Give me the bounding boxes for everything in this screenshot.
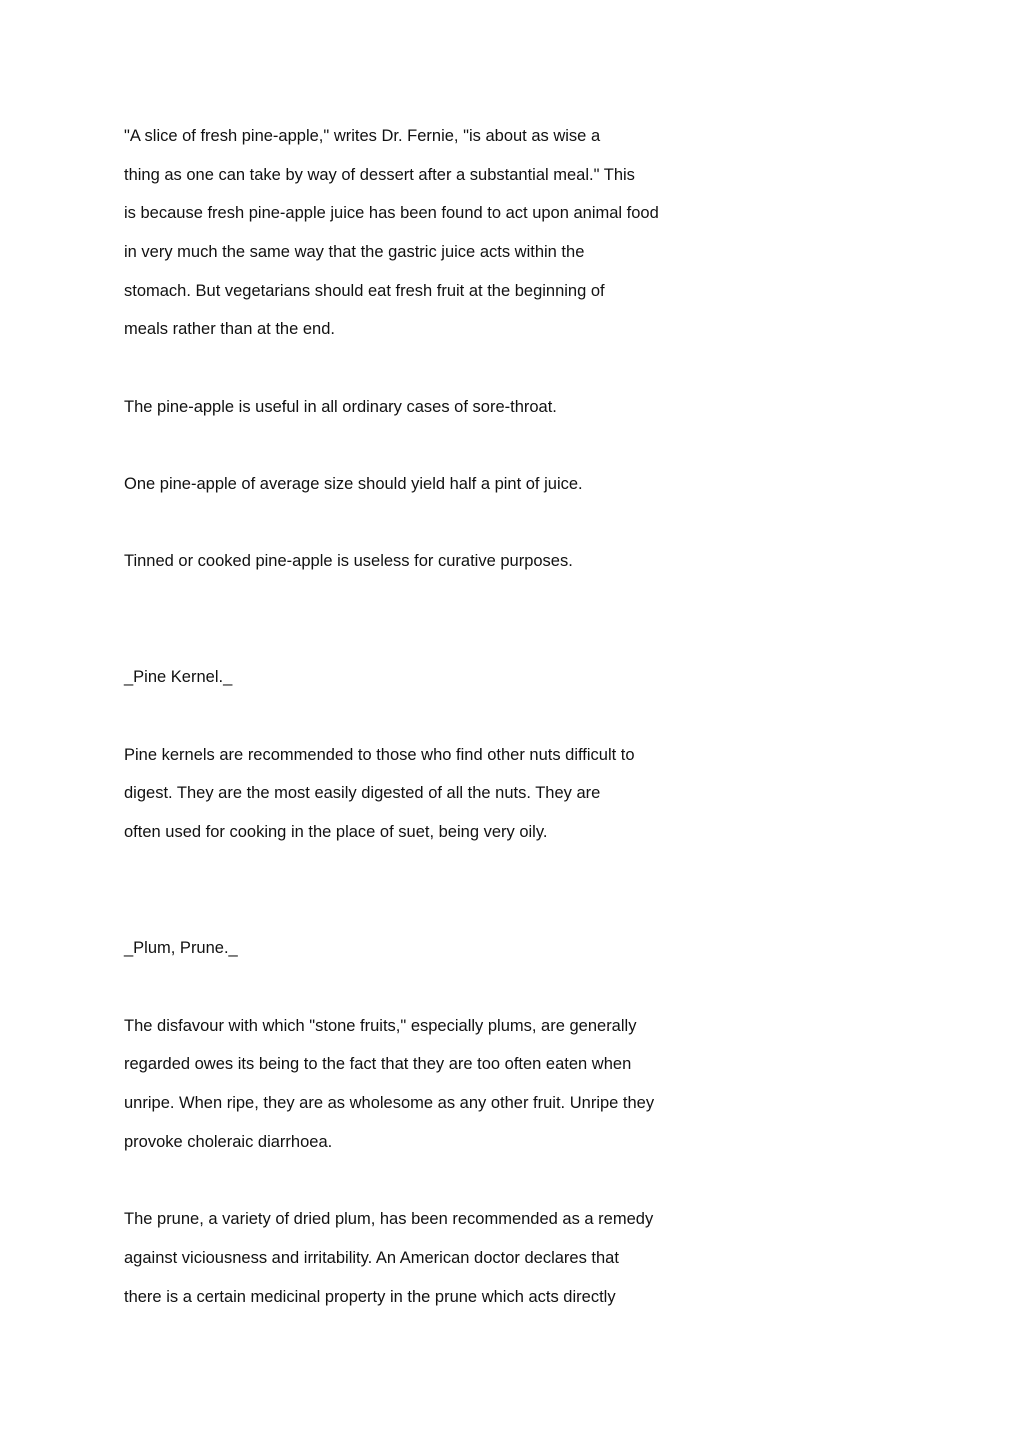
text-line: digest. They are the most easily digested of all the nuts. They are	[124, 784, 601, 802]
text-line: thing as one can take by way of dessert after a substantial meal." This	[124, 166, 635, 184]
text-line: against viciousness and irritability. An American doctor declares that	[124, 1249, 619, 1267]
text-line: meals rather than at the end.	[124, 320, 335, 338]
text-line: The disfavour with which "stone fruits," especially plums, are generally	[124, 1017, 637, 1035]
text-line: often used for cooking in the place of suet, being very oily.	[124, 823, 548, 841]
text-line: Pine kernels are recommended to those who find other nuts difficult to	[124, 746, 635, 764]
text-line: The prune, a variety of dried plum, has been recommended as a remedy	[124, 1210, 654, 1228]
text-line: One pine-apple of average size should yield half a pint of juice.	[124, 475, 583, 493]
section-heading: _Pine Kernel._	[124, 668, 233, 686]
text-line: there is a certain medicinal property in the prune which acts directly	[124, 1288, 616, 1306]
text-line: "A slice of fresh pine-apple," writes Dr. Fernie, "is about as wise a	[124, 127, 601, 145]
text-line: Tinned or cooked pine-apple is useless for curative purposes.	[124, 552, 573, 570]
text-line: provoke choleraic diarrhoea.	[124, 1133, 333, 1151]
text-line: regarded owes its being to the fact that they are too often eaten when	[124, 1055, 632, 1073]
text-line: unripe. When ripe, they are as wholesome as any other fruit. Unripe they	[124, 1094, 655, 1112]
text-line: is because fresh pine-apple juice has been found to act upon animal food	[124, 204, 659, 222]
text-line: The pine-apple is useful in all ordinary cases of sore-throat.	[124, 398, 557, 416]
section-heading: _Plum, Prune._	[124, 939, 238, 957]
text-line: stomach. But vegetarians should eat fresh fruit at the beginning of	[124, 282, 605, 300]
text-line: in very much the same way that the gastric juice acts within the	[124, 243, 585, 261]
